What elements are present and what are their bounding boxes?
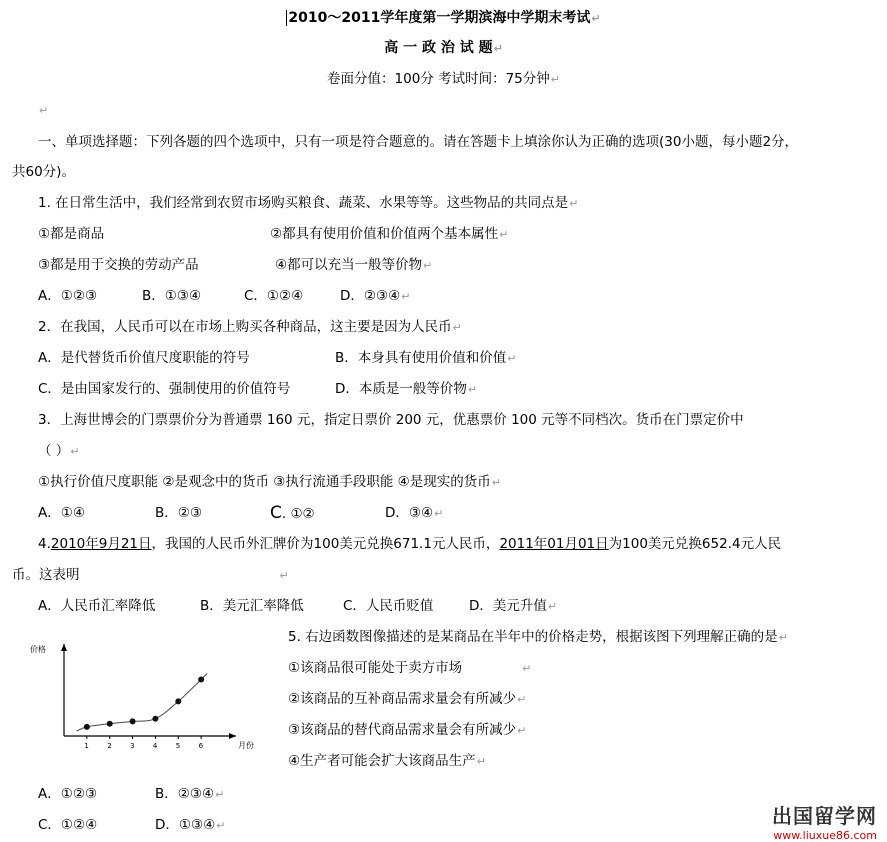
- q5-statement-1: ①该商品很可能处于卖方市场 ↵: [288, 660, 532, 676]
- q5-option-c: C．①②④: [38, 817, 98, 833]
- q4-option-d: D．美元升值↵: [469, 598, 558, 614]
- q1-option-a: A．①②③: [38, 288, 98, 304]
- x-tick-label: 4: [152, 742, 158, 750]
- price-curve: [77, 674, 208, 731]
- q3-option-c: C. ①②: [270, 503, 315, 523]
- data-point-3: [130, 718, 136, 724]
- x-tick-label: 5: [175, 742, 181, 750]
- q4-option-b: B．美元汇率降低: [200, 598, 304, 614]
- data-point-2: [107, 721, 113, 727]
- x-tick-label: 3: [130, 742, 135, 750]
- q4-option-a: A．人民币汇率降低: [38, 598, 156, 614]
- q1-statement-1: ①都是商品: [38, 226, 105, 242]
- x-tick-label: 1: [84, 742, 89, 750]
- q5-statement-2: ②该商品的互补商品需求量会有所减少↵: [288, 691, 527, 707]
- exam-title: 2010～2011学年度第一学期滨海中学期末考试↵: [288, 10, 601, 26]
- watermark-url: www.liuxue86.com: [773, 829, 877, 842]
- q1-stem: 1. 在日常生活中，我们经常到农贸市场购买粮食、蔬菜、水果等等。这些物品的共同点是↵: [38, 195, 579, 211]
- q5-statement-3: ③该商品的替代商品需求量会有所减少↵: [288, 722, 527, 738]
- x-tick-label: 6: [198, 742, 204, 750]
- q1-option-d: D．②③④↵: [340, 288, 411, 304]
- empty-paragraph: ↵: [39, 104, 49, 117]
- q5-option-b: B．②③④↵: [155, 786, 225, 802]
- section-intro-line2: 共60分)。: [12, 164, 75, 180]
- q4-stem-line2: 币。这表明 ↵: [12, 567, 289, 583]
- exam-subtitle: 高 一 政 治 试 题↵: [384, 40, 503, 56]
- q2-option-d: D．本质是一般等价物↵: [335, 381, 478, 397]
- q4-option-c: C．人民币贬值: [343, 598, 434, 614]
- q5-statement-4: ④生产者可能会扩大该商品生产↵: [288, 753, 486, 769]
- q2-option-c: C．是由国家发行的、强制使用的价值符号: [38, 381, 291, 397]
- q5-option-a: A．①②③: [38, 786, 98, 802]
- q3-statements: ①执行价值尺度职能 ②是观念中的货币 ③执行流通手段职能 ④是现实的货币↵: [38, 474, 502, 490]
- q1-option-b: B．①③④: [142, 288, 202, 304]
- q5-option-d: D．①③④↵: [155, 817, 226, 833]
- data-point-5: [175, 698, 181, 704]
- x-axis-arrow: [229, 733, 236, 739]
- data-point-6: [198, 677, 204, 683]
- data-point-1: [84, 724, 90, 730]
- y-axis-label: 价格: [30, 645, 46, 654]
- q2-option-a: A．是代替货币价值尺度职能的符号: [38, 350, 250, 366]
- q2-stem: 2．在我国，人民币可以在市场上购买各种商品，这主要是因为人民币↵: [38, 319, 462, 335]
- data-point-4: [152, 716, 158, 722]
- q4-stem-line1: 4.2010年9月21日，我国的人民币外汇牌价为100美元兑换671.1元人民币，2011年01月01日为100美元兑换652.4元人民: [38, 536, 782, 552]
- site-watermark: [727, 800, 877, 842]
- exam-info: 卷面分值：100分 考试时间：75分钟↵: [327, 71, 560, 87]
- q3-option-a: A．①④: [38, 505, 85, 521]
- q1-option-c: C．①②④: [244, 288, 304, 304]
- q5-stem: 5. 右边函数图像描述的是某商品在半年中的价格走势，根据该图下列理解正确的是↵: [288, 629, 788, 645]
- q1-statement-4: ④都可以充当一般等价物↵: [275, 257, 433, 273]
- q3-stem-line1: 3．上海世博会的门票票价分为普通票 160 元，指定日票价 200 元，优惠票价 100 元等不同档次。货币在门票定价中: [38, 412, 744, 428]
- q3-option-d: D．③④↵: [385, 505, 444, 521]
- x-tick-label: 2: [107, 742, 112, 750]
- price-trend-chart: [14, 640, 254, 760]
- q3-stem-line2: （ ）↵: [38, 443, 80, 459]
- section-intro-line1: 一、单项选择题：下列各题的四个选项中，只有一项是符合题意的。请在答题卡上填涂你认为正确的选项(30小题，每小题2分，: [38, 134, 799, 150]
- x-axis-label: 月份: [238, 741, 254, 750]
- q2-option-b: B．本身具有使用价值和价值↵: [335, 350, 517, 366]
- watermark-name: 出国留学网: [772, 804, 877, 828]
- y-axis-arrow: [61, 644, 67, 651]
- q3-option-b: B．②③: [155, 505, 202, 521]
- q1-statement-2: ②都具有使用价值和价值两个基本属性↵: [270, 226, 509, 242]
- q1-statement-3: ③都是用于交换的劳动产品: [38, 257, 199, 273]
